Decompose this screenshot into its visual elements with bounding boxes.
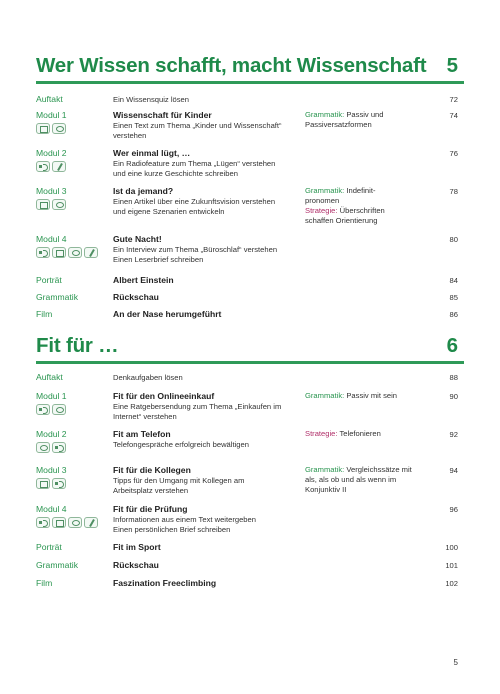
row-label: Auftakt — [36, 94, 63, 104]
row-label: Modul 1 — [36, 110, 67, 120]
audio-icon — [36, 517, 50, 528]
skill-icons — [36, 247, 98, 258]
row-title: An der Nase herumgeführt — [113, 309, 222, 319]
row-label: Modul 3 — [36, 465, 67, 475]
row-page: 84 — [449, 276, 458, 285]
row-page: 72 — [449, 95, 458, 104]
row-title: Fit für die Kollegen — [113, 465, 191, 475]
book-icon — [52, 517, 66, 528]
skill-icons — [36, 478, 66, 489]
strategy-note: Strategie: Telefonieren — [305, 429, 381, 438]
book-icon — [36, 199, 50, 210]
skill-icons — [36, 199, 66, 210]
row-page: 92 — [449, 430, 458, 439]
row-label: Film — [36, 309, 53, 319]
row-label: Modul 1 — [36, 391, 67, 401]
speech-bubble-icon — [68, 247, 82, 258]
row-label: Film — [36, 578, 53, 588]
speech-bubble-icon — [52, 404, 66, 415]
row-description: Ein Interview zum Thema „Büroschlaf“ verstehen Einen Leserbrief schreiben — [113, 245, 278, 264]
pencil-icon — [84, 517, 98, 528]
unit-number: 6 — [446, 334, 458, 357]
unit-5 — [0, 48, 500, 319]
grammar-note: Grammatik: Vergleichssätze mit als, als ob und als wenn im Konjunktiv II — [305, 465, 412, 494]
row-label: Modul 2 — [36, 429, 67, 439]
unit-title: Fit für … — [36, 334, 119, 357]
audio-icon — [36, 247, 50, 258]
row-page: 94 — [449, 466, 458, 475]
row-page: 85 — [449, 293, 458, 302]
speech-bubble-icon — [52, 123, 66, 134]
unit-6 — [0, 328, 500, 588]
speech-bubble-icon — [52, 199, 66, 210]
row-description: Ein Radiofeature zum Thema „Lügen“ verstehen und eine kurze Geschichte schreiben — [113, 159, 276, 178]
row-title: Fit im Sport — [113, 542, 161, 552]
skill-icons — [36, 442, 66, 453]
audio-icon — [36, 404, 50, 415]
unit-header — [0, 48, 500, 84]
row-label: Grammatik — [36, 560, 79, 570]
row-title: Faszination Freeclimbing — [113, 578, 217, 588]
unit-rule — [36, 81, 464, 84]
row-page: 102 — [445, 579, 458, 588]
grammar-note: Grammatik: Passiv mit sein — [305, 391, 397, 400]
row-page: 90 — [449, 392, 458, 401]
row-page: 100 — [445, 543, 458, 552]
row-page: 96 — [449, 505, 458, 514]
row-description: Informationen aus einem Text weitergeben Einen persönlichen Brief schreiben — [113, 515, 256, 534]
row-page: 80 — [449, 235, 458, 244]
row-label: Porträt — [36, 542, 62, 552]
unit-rule — [36, 361, 464, 364]
row-page: 76 — [449, 149, 458, 158]
row-page: 88 — [449, 373, 458, 382]
speech-bubble-icon — [36, 442, 50, 453]
audio-icon — [52, 478, 66, 489]
pencil-icon — [84, 247, 98, 258]
row-title: Wissenschaft für Kinder — [113, 110, 212, 120]
row-title: Fit für die Prüfung — [113, 504, 188, 514]
skill-icons — [36, 123, 66, 134]
book-icon — [36, 123, 50, 134]
row-description: Einen Text zum Thema „Kinder und Wissenschaft“ verstehen — [113, 121, 282, 140]
grammar-note: Grammatik: Passiv und Passiversatzformen — [305, 110, 384, 129]
row-label: Modul 4 — [36, 504, 67, 514]
audio-icon — [36, 161, 50, 172]
speech-bubble-icon — [68, 517, 82, 528]
row-title: Fit am Telefon — [113, 429, 171, 439]
row-description: Einen Artikel über eine Zukunftsvision verstehen und eigene Szenarien entwickeln — [113, 197, 276, 216]
row-title: Ist da jemand? — [113, 186, 174, 196]
row-page: 101 — [445, 561, 458, 570]
row-label: Modul 4 — [36, 234, 67, 244]
row-title: Gute Nacht! — [113, 234, 162, 244]
row-label: Porträt — [36, 275, 62, 285]
skill-icons — [36, 404, 66, 415]
pencil-icon — [52, 161, 66, 172]
row-page: 78 — [449, 187, 458, 196]
row-description: Eine Ratgebersendung zum Thema „Einkaufen im Internet“ verstehen — [113, 402, 282, 421]
row-description: Ein Wissensquiz lösen — [113, 95, 189, 104]
book-icon — [52, 247, 66, 258]
row-page: 86 — [449, 310, 458, 319]
skill-icons — [36, 517, 98, 528]
row-label: Modul 2 — [36, 148, 67, 158]
row-title: Fit für den Onlineeinkauf — [113, 391, 215, 401]
row-description: Telefongespräche erfolgreich bewältigen — [113, 440, 249, 449]
grammar-strategy-note: Grammatik: Indefinit- pronomen Strategie: Überschriften schaffen Orientierung — [305, 186, 385, 225]
unit-title: Wer Wissen schafft, macht Wissenschaft — [36, 54, 427, 77]
audio-icon — [52, 442, 66, 453]
skill-icons — [36, 161, 66, 172]
row-label: Auftakt — [36, 372, 63, 382]
row-label: Grammatik — [36, 292, 79, 302]
row-label: Modul 3 — [36, 186, 67, 196]
page-number: 5 — [453, 658, 458, 667]
row-description: Tipps für den Umgang mit Kollegen am Arbeitsplatz verstehen — [113, 476, 245, 495]
row-description: Denkaufgaben lösen — [113, 373, 183, 382]
row-title: Rückschau — [113, 292, 159, 302]
unit-number: 5 — [446, 54, 458, 77]
row-title: Wer einmal lügt, … — [113, 148, 191, 158]
row-page: 74 — [449, 111, 458, 120]
book-icon — [36, 478, 50, 489]
row-title: Albert Einstein — [113, 275, 174, 285]
unit-header — [0, 328, 500, 364]
row-title: Rückschau — [113, 560, 159, 570]
